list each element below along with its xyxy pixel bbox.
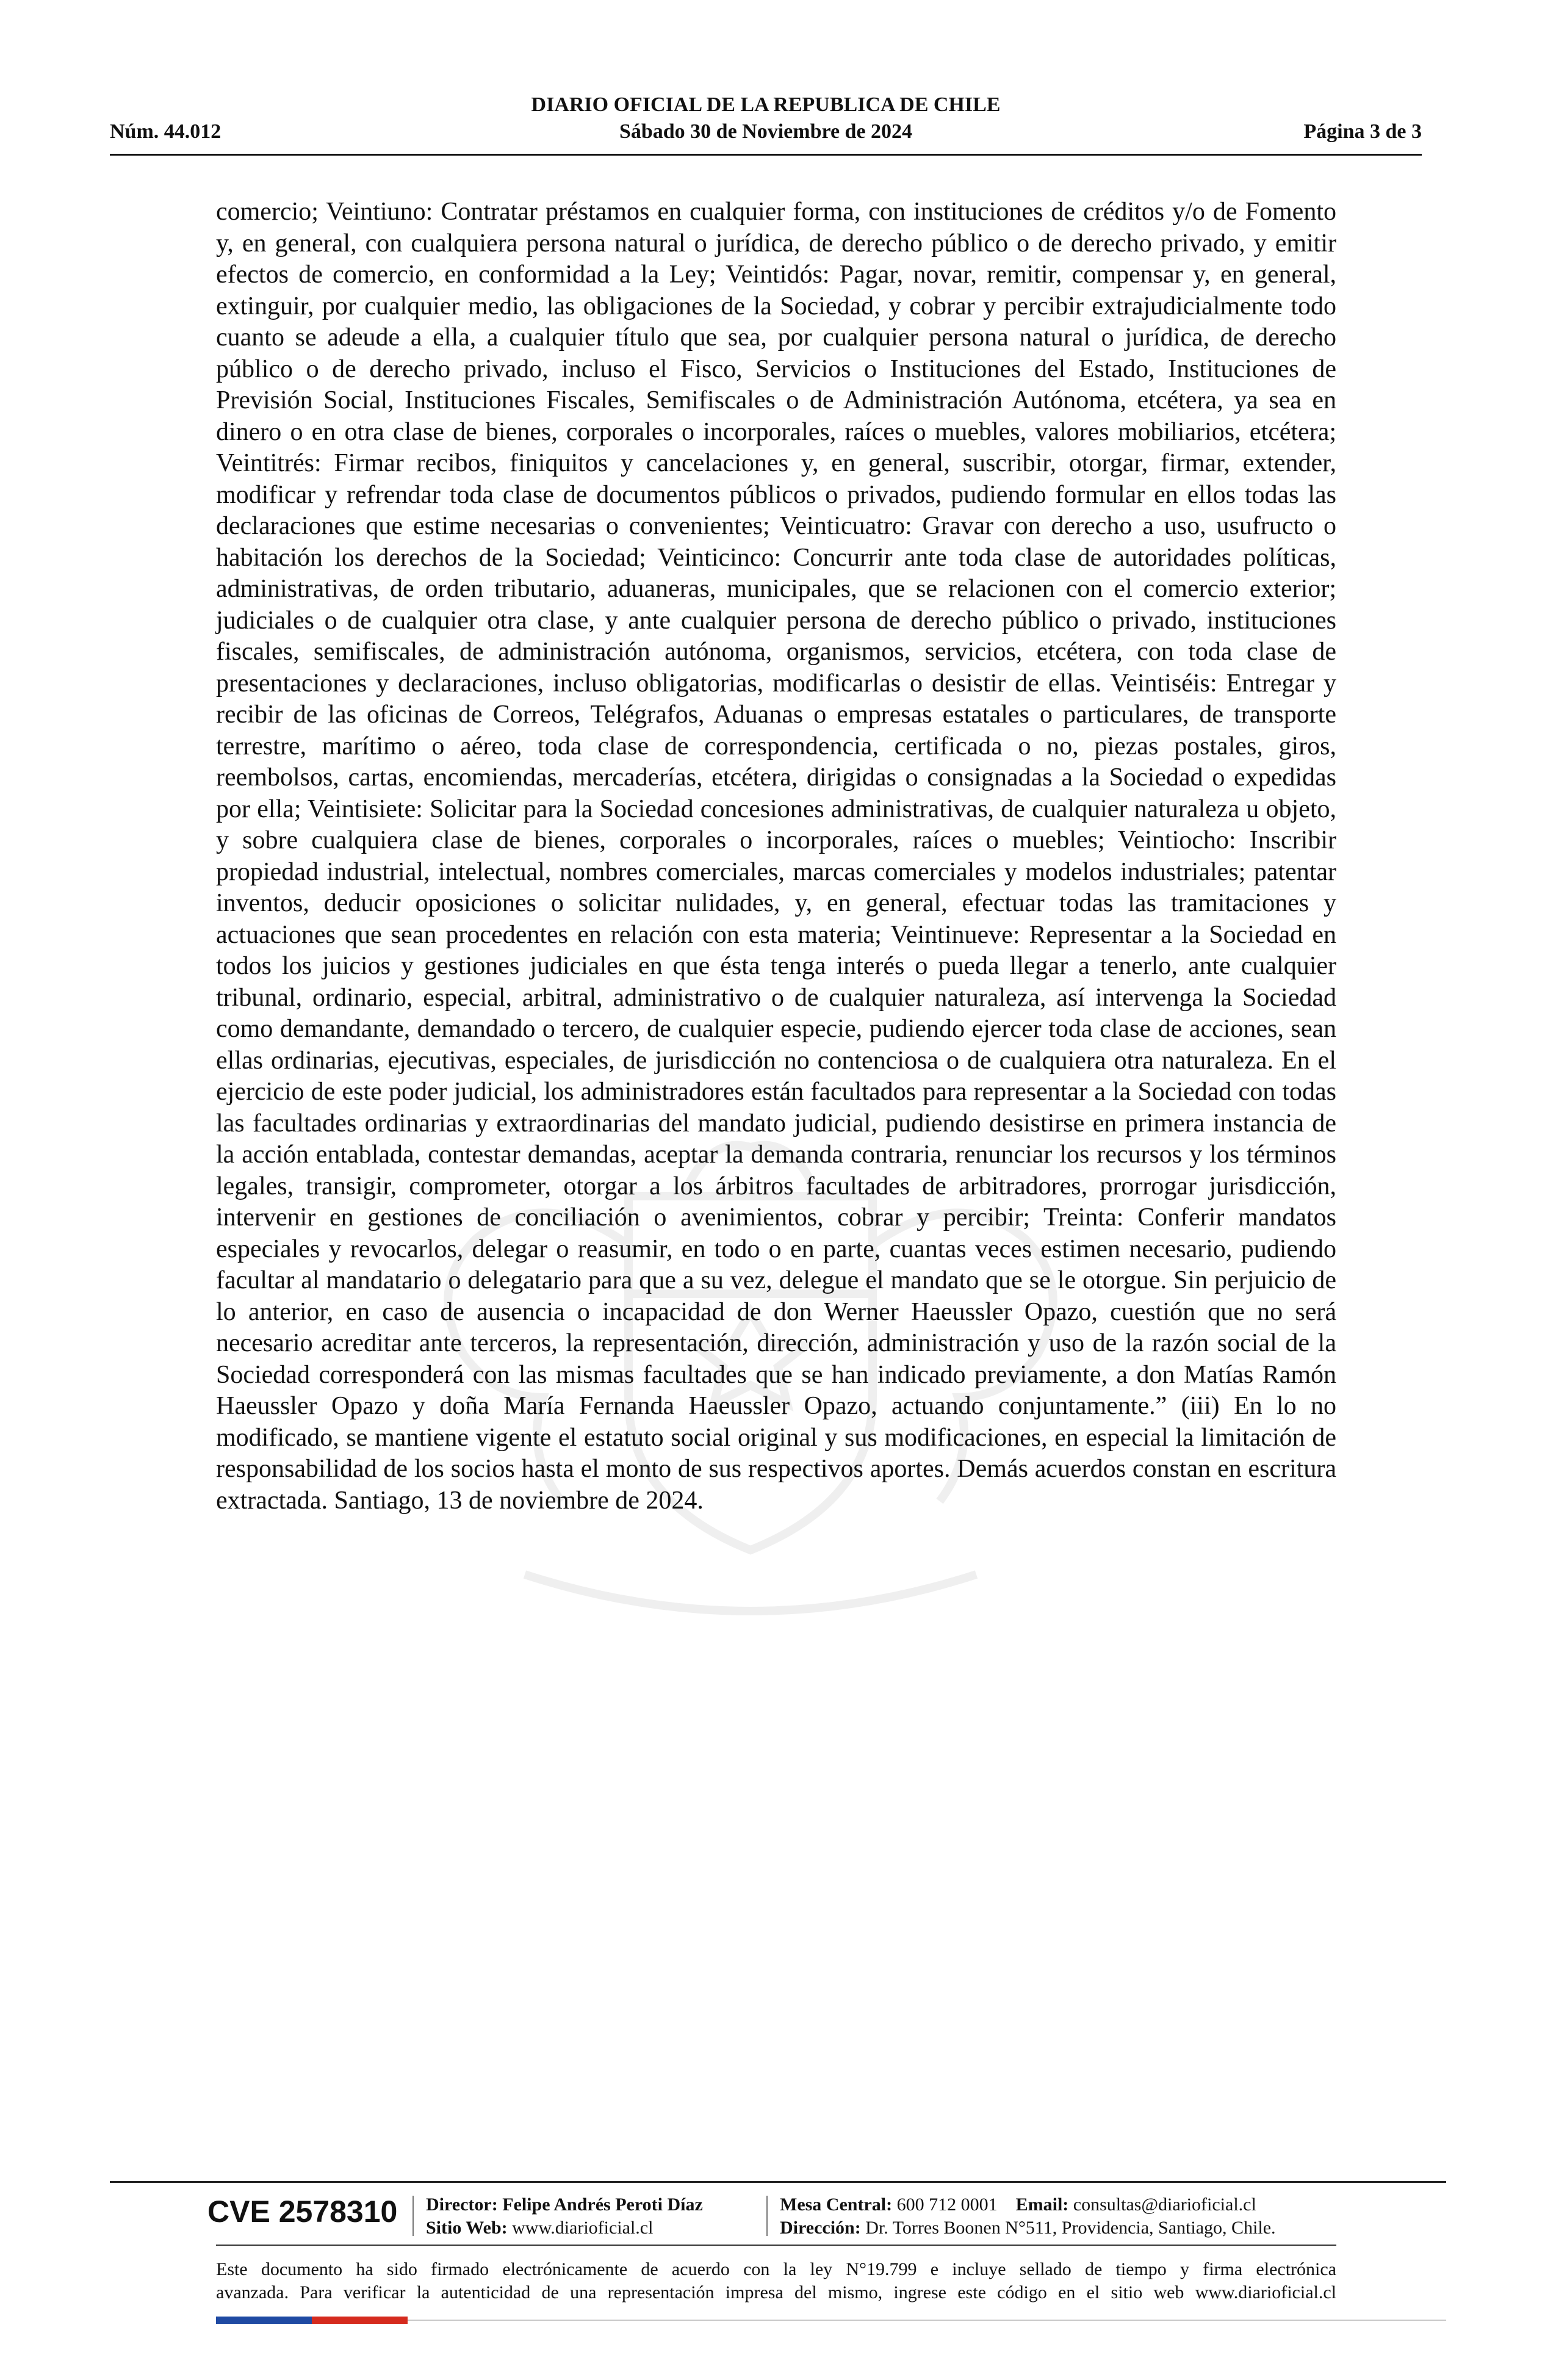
phone-number: 600 712 0001 [896, 2194, 998, 2215]
phone-label: Mesa Central: [780, 2194, 893, 2215]
footer-separator [766, 2196, 768, 2236]
address-value: Dr. Torres Boonen N°511, Providencia, Santiago, Chile. [865, 2218, 1276, 2238]
footer-divider-bottom [408, 2320, 1446, 2321]
footer-separator [412, 2196, 414, 2236]
email-link[interactable]: consultas@diarioficial.cl [1073, 2194, 1256, 2215]
footer-divider-mid [216, 2245, 1336, 2246]
director-label: Director: [426, 2194, 498, 2215]
issue-number: Núm. 44.012 [110, 120, 222, 143]
page-header [110, 93, 1422, 149]
footer-divider-top [110, 2181, 1446, 2183]
website-link[interactable]: www.diarioficial.cl [512, 2218, 654, 2238]
email-label: Email: [1015, 2194, 1069, 2215]
footer-contact-right [780, 2193, 1276, 2240]
cve-code: CVE 2578310 [207, 2194, 398, 2229]
address-label: Dirección: [780, 2218, 861, 2238]
newspaper-title: DIARIO OFICIAL DE LA REPUBLICA DE CHILE [531, 93, 1001, 116]
website-label: Sitio Web: [426, 2218, 508, 2238]
legal-notice-line: Este documento ha sido firmado electrónicamente de acuerdo con la ley N°19.799 e incluye sellado de tiempo y firma electrónica [216, 2259, 1336, 2279]
header-divider [110, 154, 1422, 156]
page-indicator: Página 3 de 3 [1303, 120, 1422, 143]
flag-color-bar [216, 2317, 408, 2324]
issue-date: Sábado 30 de Noviembre de 2024 [619, 120, 913, 143]
article-body: comercio; Veintiuno: Contratar préstamos en cualquier forma, con instituciones de créditos y/o de Fomento y, en general, con cualquiera persona natural o jurídica, de derecho público o de derecho privado, y emitir efectos de comercio, en conformidad a la Ley; Veintidós: Pagar, novar, remitir, compensar y, en general, extinguir, por cualquier medio, las obligaciones de la Sociedad, y cobrar y percibir extrajudicialmente todo cuanto se adeude a ella, a cualquier título que sea, por cualquier persona natural o jurídica, de derecho público o de derecho privado, incluso el Fisco, Servicios o Instituciones del Estado, Instituciones de Previsión Social, Instituciones Fiscales, Semifiscales o de Administración Autónoma, etcétera, ya sea en dinero o en otra clase de bienes, corporales o incorporales, raíces o muebles, valores mobiliarios, etcétera; Veintitrés: Firmar recibos, finiquitos y cancelaciones y, en general, suscribir, otorgar, firmar, extender, modificar y refrendar toda clase de documentos públicos o privados, pudiendo formular en ellos todas las declaraciones que estime necesarias o convenientes; Veinticuatro: Gravar con derecho a uso, usufructo o habitación los derechos de la Sociedad; Veinticinco: Concurrir ante toda clase de autoridades políticas, administrativas, de orden tributario, aduaneras, municipales, que se relacionen con el comercio exterior; judiciales o de cualquier otra clase, y ante cualquier persona de derecho público o privado, instituciones fiscales, semifiscales, de administración autónoma, organismos, servicios, etcétera, con toda clase de presentaciones y declaraciones, incluso obligatorias, modificarlas o desistir de ellas. Veintiséis: Entregar y recibir de las oficinas de Correos, Telégrafos, Aduanas o empresas estatales o particulares, de transporte terrestre, marítimo o aéreo, toda clase de correspondencia, certificada o no, piezas postales, giros, reembolsos, cartas, encomiendas, mercaderías, etcétera, dirigidas o consignadas a la Sociedad o expedidas por ella; Veintisiete: Solicitar para la Sociedad concesiones administrativas, de cualquier naturaleza u objeto, y sobre cualquiera clase de bienes, corporales o incorporales, raíces o muebles; Veintiocho: Inscribir propiedad industrial, intelectual, nombres comerciales, marcas comerciales y modelos industriales; patentar inventos, deducir oposiciones o solicitar nulidades, y, en general, efectuar todas las tramitaciones y actuaciones que sean procedentes en relación con esta materia; Veintinueve: Representar a la Sociedad en todos los juicios y gestiones judiciales en que ésta tenga interés o pueda llegar a tenerlo, ante cualquier tribunal, ordinario, especial, arbitral, administrativo o de cualquier naturaleza, así intervenga la Sociedad como demandante, demandado o tercero, de cualquier especie, pudiendo ejercer toda clase de acciones, sean ellas ordinarias, ejecutivas, especiales, de jurisdicción no contenciosa o de cualquiera otra naturaleza. En el ejercicio de este poder judicial, los administradores están facultados para representar a la Sociedad con todas las facultades ordinarias y extraordinarias del mandato judicial, pudiendo desistirse en primera instancia de la acción entablada, contestar demandas, aceptar la demanda contraria, renunciar los recursos y los términos legales, transigir, comprometer, otorgar a los árbitros facultades de arbitradores, prorrogar jurisdicción, intervenir en gestiones de conciliación o avenimientos, cobrar y percibir; Treinta: Conferir mandatos especiales y revocarlos, delegar o reasumir, en todo o en parte, cuantas veces estimen necesario, pudiendo facultar al mandatario o delegatario para que a su vez, delegue el mandato que se le otorgue. Sin perjuicio de lo anterior, en caso de ausencia o incapacidad de don Werner Haeussler Opazo, cuestión que no será necesario acreditar ante terceros, la representación, dirección, administración y uso de la razón social de la Sociedad corresponderá con las mismas facultades que se han indicado previamente, a don Matías Ramón Haeussler Opazo y doña María Fernanda Haeussler Opazo, actuando conjuntamente.” (iii) En lo no modificado, se mantiene vigente el estatuto social original y sus modificaciones, en especial la limitación de responsabilidad de los socios hasta el monto de sus respectivos aportes. Demás acuerdos constan en escritura extractada. Santiago, 13 de noviembre de 2024. [216, 198, 1336, 1515]
legal-notice [216, 2258, 1336, 2304]
director-name: Felipe Andrés Peroti Díaz [502, 2194, 703, 2215]
legal-notice-line: avanzada. Para verificar la autenticidad de una representación impresa del mismo, ingrese este código en el sitio web www.diarioficial.cl [216, 2282, 1336, 2302]
flag-red-segment [312, 2317, 408, 2324]
flag-blue-segment [216, 2317, 312, 2324]
footer-contact-left [426, 2193, 703, 2240]
